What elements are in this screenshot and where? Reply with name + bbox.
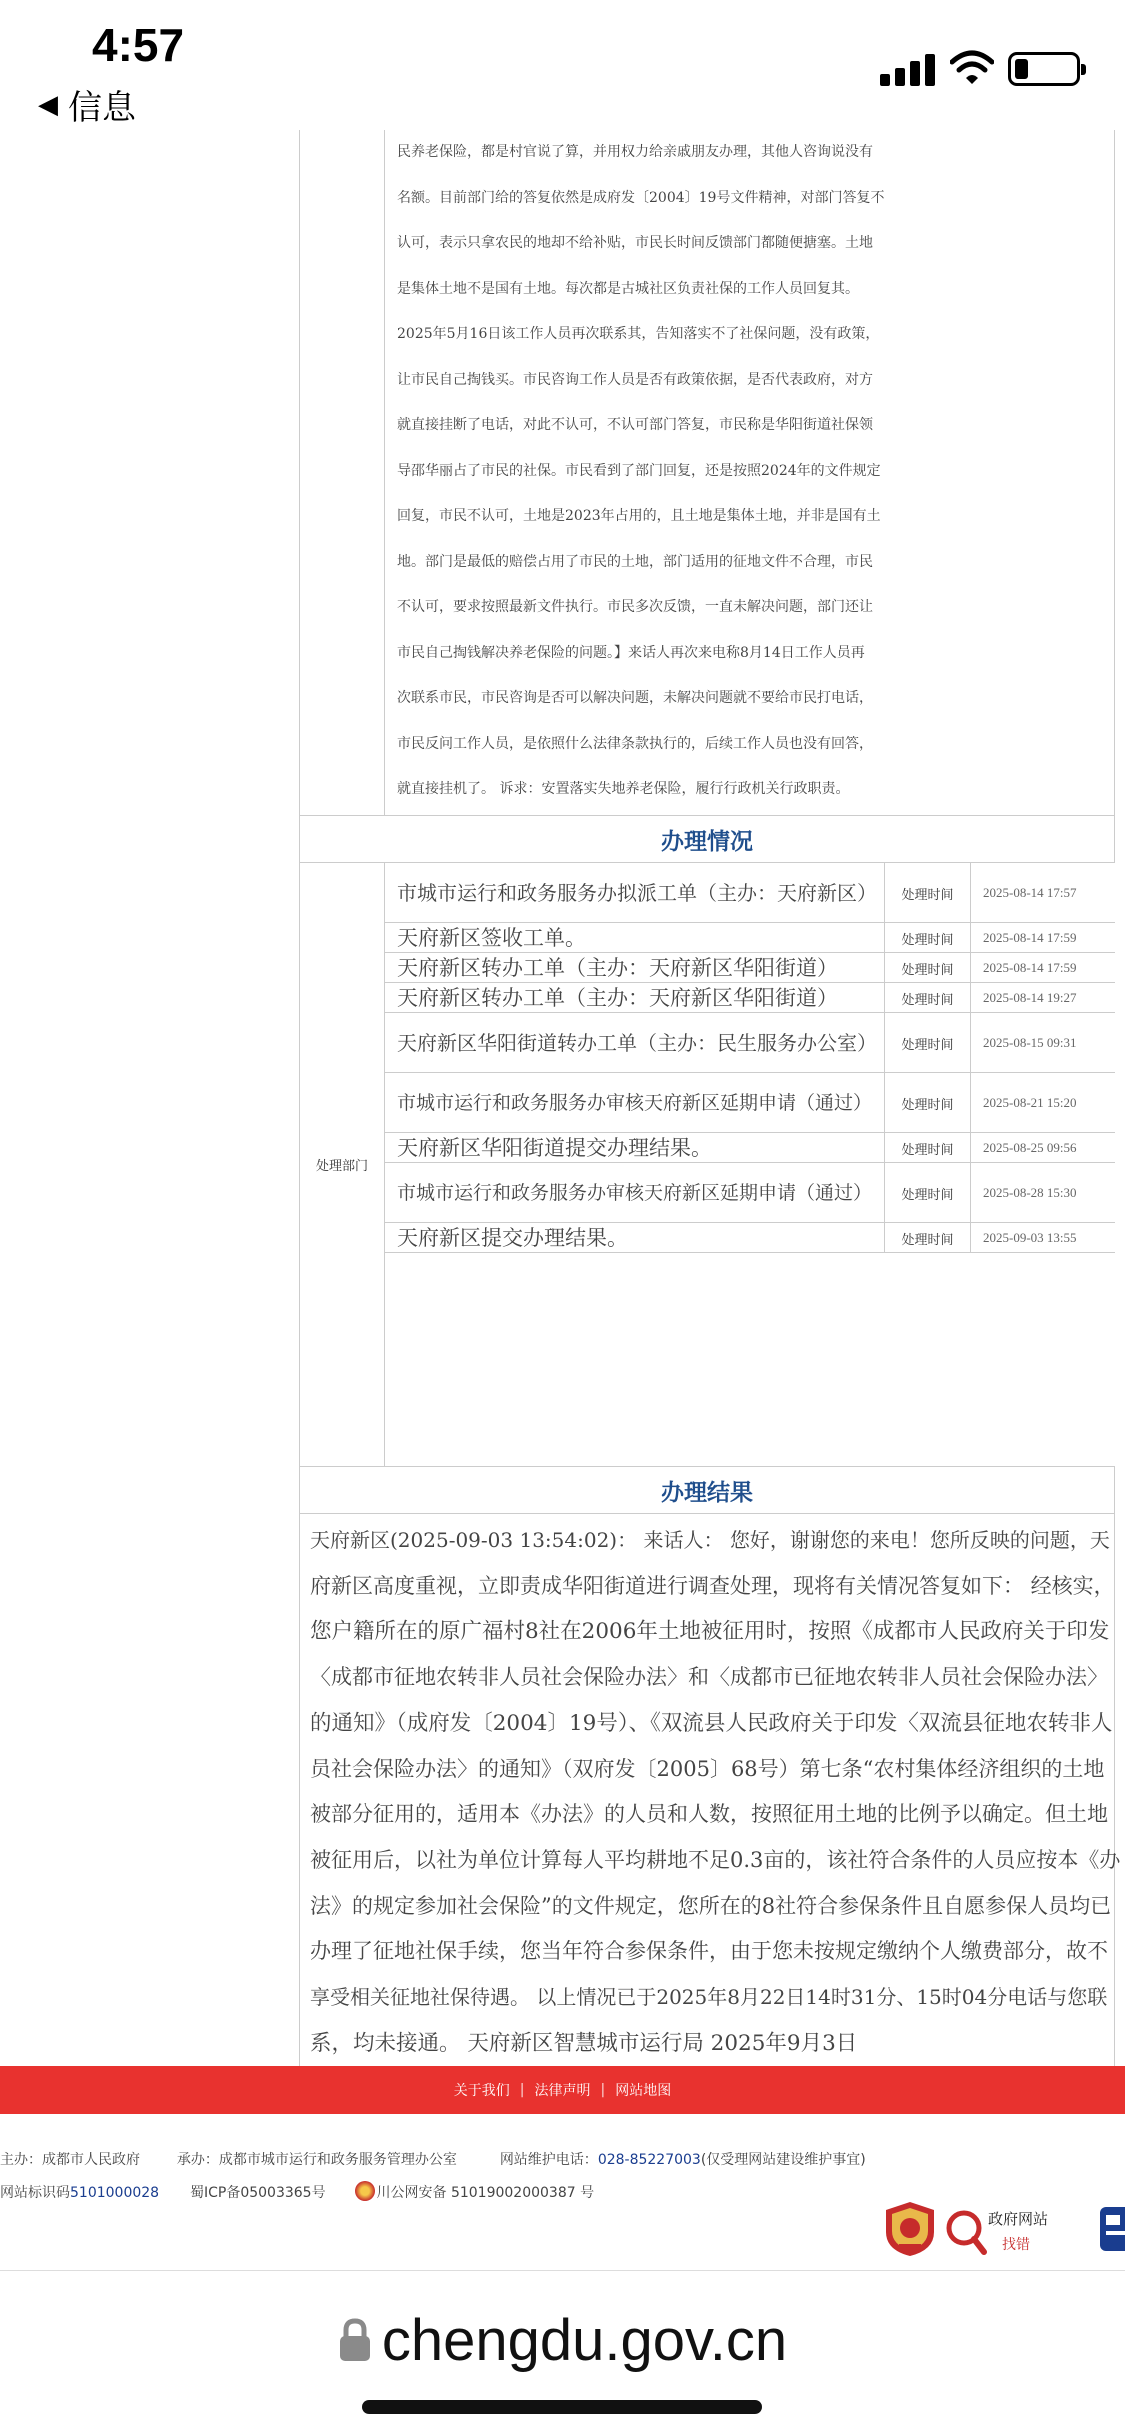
status-bar [0,0,1125,130]
process-timestamp: 2025-08-21 15:20 [983,1095,1077,1110]
complaint-line: 市民自己掏钱解决养老保险的问题。】来话人再次来电称8月14日工作人员再 [397,644,865,661]
process-timestamp: 2025-08-14 17:59 [983,960,1077,975]
process-row [385,1133,1115,1163]
clock: 4:57 [92,19,185,71]
result-line: 办理了征地社保手续，您当年符合参保条件，由于您未按规定缴纳个人缴费部分，故不 [310,1939,1108,1964]
lock-icon [338,2317,372,2363]
result-line: 被征用后，以社为单位计算每人平均耕地不足0.3亩的，该社符合条件的人员应按本《办 [310,1847,1121,1872]
complaint-line: 地。部门是最低的赔偿占用了市民的土地，部门适用的征地文件不合理，市民 [397,553,873,570]
process-timestamp: 2025-08-14 17:59 [983,930,1077,945]
complaint-line: 次联系市民，市民咨询是否可以解决问题，未解决问题就不要给市民打电话， [397,690,873,706]
result-line: 法》的规定参加社会保险”的文件规定，您所在的8社符合参保条件且自愿参保人员均已 [310,1893,1112,1918]
process-timestamp: 2025-08-25 09:56 [983,1140,1077,1155]
result-content [300,1514,1121,2066]
process-step-desc: 天府新区提交办理结果。 [385,1223,885,1253]
home-indicator[interactable] [362,2400,762,2414]
complaint-line: 是集体土地不是国有土地。每次都是古城社区负责社保的工作人员回复其。 [397,280,859,297]
result-line: 被部分征用的，适用本《办法》的人员和人数，按照征用土地的比例予以确定。但土地 [310,1802,1108,1827]
sitemap-link[interactable]: 网站地图 [615,2083,672,2099]
process-row [385,983,1115,1013]
result-line: 府新区高度重视，立即责成华阳街道进行调查处理，现将有关情况答复如下： 经核实， [310,1573,1115,1598]
result-line: 您户籍所在的原广福村8社在2006年土地被征用时，按照《成都市人民政府关于印发 [310,1619,1110,1645]
maintenance-phone: 028-85227003 [597,2152,701,2168]
complaint-text [397,130,1112,813]
back-to-messages-button[interactable] [38,80,136,129]
complaint-line: 让市民自己掏钱买。市民咨询工作人员是否有政策依据，是否代表政府，对方 [397,371,873,388]
police-record-link[interactable]: 川公网安备 51019002000387 号 [376,2185,595,2201]
process-time-label: 处理时间 [885,923,971,953]
process-row [385,1223,1115,1253]
footer-info-line2: 网站标识码5101000028 蜀ICP备05003365号 川公网安备 51019002000387 号 [0,2181,594,2202]
process-time-label: 处理时间 [885,953,971,983]
process-row [385,1013,1115,1073]
complaint-line: 不认可，要求按照最新文件执行。市民多次反馈，一直未解决问题，部门还让 [397,599,873,615]
process-time-label: 处理时间 [885,1073,971,1133]
complaint-line: 回复，市民不认可，土地是2023年占用的，且土地是集体土地，并非是国有土 [397,508,881,524]
process-time-label: 处理时间 [885,1163,971,1223]
complaint-line: 就直接挂机了。 诉求：安置落实失地养老保险，履行行政机关行政职责。 [397,781,850,797]
process-step-desc: 天府新区华阳街道提交办理结果。 [385,1133,885,1163]
result-text [300,1514,1121,2066]
police-badge-icon [355,2181,375,2201]
footer-info-line1: 主办：成都市人民政府 承办：成都市城市运行和政务服务管理办公室 网站维护电话：028-85227003(仅受理网站建设维护事宜) [0,2152,866,2168]
footer-link-bar: 关于我们 | 法律声明 | 网站地图 [0,2066,1125,2114]
process-section-title: 办理情况 [300,815,1115,863]
complaint-line: 就直接挂断了电话，对此不认可，不认可部门答复，市民称是华阳街道社保领 [397,417,873,433]
result-line: 享受相关征地社保待遇。 以上情况已于2025年8月22日14时31分、15时04分电话与您联 [310,1985,1108,2010]
process-timestamp: 2025-09-03 13:55 [983,1230,1077,1245]
left-column [0,130,300,2066]
complaint-line: 认可，表示只拿农民的地却不给补贴，市民长时间反馈部门都随便搪塞。土地 [397,235,873,251]
process-timestamp: 2025-08-15 09:31 [983,1035,1077,1050]
process-step-desc: 天府新区转办工单（主办：天府新区华阳街道） [385,983,885,1013]
wifi-icon [950,50,994,86]
magnifier-icon [944,2206,988,2258]
about-us-link[interactable]: 关于我们 [453,2083,510,2099]
process-time-label: 处理时间 [885,1133,971,1163]
back-arrow-icon: ◀ [38,89,58,120]
process-row [385,953,1115,983]
cellular-signal-icon [880,54,938,86]
url-text: chengdu.gov.cn [381,2307,788,2373]
gov-site-error-report-badge[interactable]: 政府网站 找错 [944,2206,1062,2258]
legal-notice-link[interactable]: 法律声明 [534,2083,591,2099]
process-timestamp: 2025-08-28 15:30 [983,1185,1077,1200]
process-timestamp: 2025-08-14 19:27 [983,990,1077,1005]
result-line: 天府新区(2025-09-03 13:54:02)： 来话人： 您好，谢谢您的来电！您所反映的问题，天 [310,1528,1110,1552]
process-row [385,1073,1115,1133]
result-line: 的通知》（成府发〔2004〕19号）、《双流县人民政府关于印发〈双流县征地农转非人 [310,1710,1113,1736]
back-label: 信息 [68,88,136,128]
process-step-desc: 市城市运行和政务服务办拟派工单（主办：天府新区） [385,863,885,923]
complaint-line: 2025年5月16日该工作人员再次联系其，告知落实不了社保问题，没有政策， [397,326,880,342]
complaint-line: 市民反问工作人员，是依照什么法律条款执行的，后续工作人员也没有回答， [397,735,873,752]
process-step-desc: 市城市运行和政务服务办审核天府新区延期申请（通过） [385,1073,885,1133]
dept-label: 处理部门 [300,863,385,1466]
complaint-line: 导邵华丽占了市民的社保。市民看到了部门回复，还是按照2024年的文件规定 [397,462,881,479]
battery-icon [1008,52,1080,86]
address-bar[interactable] [0,2300,1125,2380]
result-line: 员社会保险办法〉的通知》（双府发〔2005〕68号）第七条“农村集体经济组织的土地 [310,1756,1105,1781]
process-time-label: 处理时间 [885,863,971,923]
process-step-desc: 天府新区转办工单（主办：天府新区华阳街道） [385,953,885,983]
process-step-desc: 天府新区华阳街道转办工单（主办：民生服务办公室） [385,1013,885,1073]
complaint-line: 民养老保险，都是村官说了算，并用权力给亲戚朋友办理，其他人咨询说没有 [397,144,873,160]
complaint-line: 名额。目前部门给的答复依然是成府发〔2004〕19号文件精神，对部门答复不 [397,189,885,206]
result-line: 系，均未接通。 天府新区智慧城市运行局 2025年9月3日 [310,2030,858,2056]
process-time-label: 处理时间 [885,1223,971,1253]
process-row [385,1163,1115,1223]
browser-divider [0,2270,1125,2271]
party-emblem-icon[interactable] [884,2200,936,2258]
process-time-label: 处理时间 [885,983,971,1013]
result-line: 〈成都市征地农转非人员社会保险办法〉和〈成都市已征地农转非人员社会保险办法〉 [310,1665,1108,1690]
process-row [385,923,1115,953]
result-section-title: 办理结果 [300,1466,1115,1514]
police-emblem-icon[interactable] [1096,2203,1125,2257]
process-row [385,863,1115,923]
icp-link[interactable]: 蜀ICP备05003365号 [189,2185,326,2201]
site-id: 5101000028 [70,2185,160,2201]
process-time-label: 处理时间 [885,1013,971,1073]
complaint-content [300,130,1115,815]
process-step-desc: 天府新区签收工单。 [385,923,885,953]
process-step-desc: 市城市运行和政务服务办审核天府新区延期申请（通过） [385,1163,885,1223]
process-timestamp: 2025-08-14 17:57 [983,885,1077,900]
